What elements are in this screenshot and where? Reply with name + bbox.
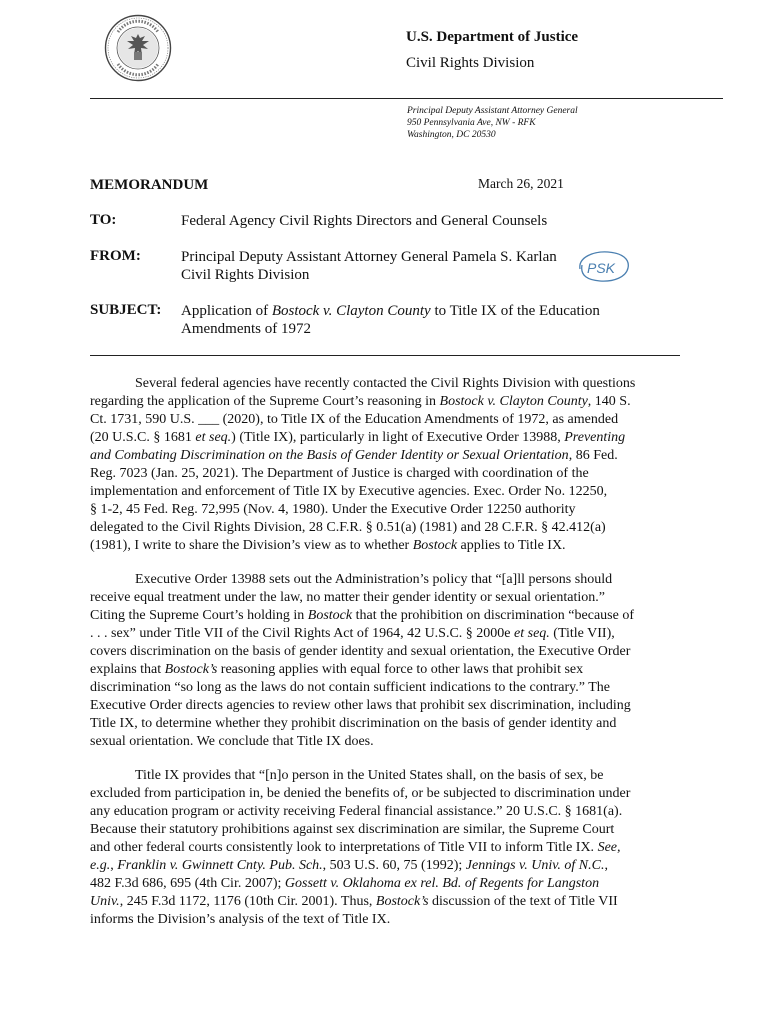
division-name: Civil Rights Division xyxy=(406,55,535,71)
paragraph-line: discrimination “so long as the laws do not contain sufficient indications to the contrary.” The xyxy=(90,680,610,695)
subject-line: Amendments of 1972 xyxy=(181,321,311,337)
office-address xyxy=(407,105,578,141)
paragraph-line: Several federal agencies have recently contacted the Civil Rights Division with questions xyxy=(135,376,636,391)
initials-text: PSK xyxy=(587,260,616,276)
department-name: U.S. Department of Justice xyxy=(406,29,579,45)
paragraph-line: covers discrimination on the basis of gender identity and sexual orientation, the Executive Order xyxy=(90,644,631,659)
paragraph-line: Executive Order directs agencies to review other laws that prohibit sex discrimination, including xyxy=(90,698,631,713)
paragraph-line: regarding the application of the Supreme Court’s reasoning in Bostock v. Clayton County, 140 S. xyxy=(90,394,631,409)
letterhead-rule xyxy=(90,98,723,99)
paragraph-line: and other federal courts consistently look to interpretations of Title VII to inform Title IX. See, xyxy=(90,840,621,855)
paragraph-line: sexual orientation. We conclude that Title IX does. xyxy=(90,734,374,749)
paragraph-line: Ct. 1731, 590 U.S. ___ (2020), to Title IX of the Education Amendments of 1972, as amended xyxy=(90,412,619,427)
paragraph-line: any education program or activity receiving Federal financial assistance.” 20 U.S.C. § 1681(a). xyxy=(90,804,623,819)
from-line: Civil Rights Division xyxy=(181,267,310,283)
to-recipients: Federal Agency Civil Rights Directors and General Counsels xyxy=(181,213,548,229)
to-value xyxy=(181,212,547,230)
paragraph-line: explains that Bostock’s reasoning applies with equal force to other laws that prohibit sex xyxy=(90,662,584,677)
address-line: Principal Deputy Assistant Attorney General xyxy=(407,106,578,116)
doj-seal-icon xyxy=(104,14,172,82)
subject-value xyxy=(181,302,600,338)
paragraph-line: § 1-2, 45 Fed. Reg. 72,995 (Nov. 4, 1980). Under the Executive Order 12250 authority xyxy=(90,502,576,517)
subject-case: Bostock v. Clayton County xyxy=(271,303,431,319)
paragraph-line: Title IX provides that “[n]o person in the United States shall, on the basis of sex, be xyxy=(135,768,604,783)
paragraph-3 xyxy=(90,767,680,929)
from-value xyxy=(181,248,557,284)
paragraph-line: and Combating Discrimination on the Basis of Gender Identity or Sexual Orientation, 86 Fed. xyxy=(90,448,618,463)
handwritten-initials xyxy=(574,249,632,285)
paragraph-line: Executive Order 13988 sets out the Administration’s policy that “[a]ll persons should xyxy=(135,572,613,587)
paragraph-line: . . . sex” under Title VII of the Civil Rights Act of 1964, 42 U.S.C. § 2000e et seq. (Title VII), xyxy=(90,626,615,641)
subject-post: to Title IX of the Education xyxy=(430,303,600,319)
paragraph-line: Univ., 245 F.3d 1172, 1176 (10th Cir. 2001). Thus, Bostock’s discussion of the text of Title VII xyxy=(90,894,618,909)
paragraph-line: Because their statutory prohibitions against sex discrimination are similar, the Supreme Court xyxy=(90,822,615,837)
paragraph-line: e.g., Franklin v. Gwinnett Cnty. Pub. Sch., 503 U.S. 60, 75 (1992); Jennings v. Univ. of N.C., xyxy=(90,858,608,873)
address-line: 950 Pennsylvania Ave, NW - RFK xyxy=(407,118,536,128)
paragraph-line: implementation and enforcement of Title IX by Executive agencies. Exec. Order No. 12250, xyxy=(90,484,608,499)
paragraph-line: Reg. 7023 (Jan. 25, 2021). The Department of Justice is charged with coordination of the xyxy=(90,466,589,481)
paragraph-line: excluded from participation in, be denied the benefits of, or be subjected to discrimination under xyxy=(90,786,631,801)
subject-label: SUBJECT: xyxy=(90,302,162,318)
paragraph-line: Citing the Supreme Court’s holding in Bostock that the prohibition on discrimination “because of xyxy=(90,608,634,623)
subject-pre: Application of xyxy=(181,303,272,319)
paragraph-line: receive equal treatment under the law, no matter their gender identity or sexual orientation.” xyxy=(90,590,605,605)
to-label: TO: xyxy=(90,212,117,228)
memo-date: March 26, 2021 xyxy=(478,176,564,191)
paragraph-line: 482 F.3d 686, 695 (4th Cir. 2007); Gossett v. Oklahoma ex rel. Bd. of Regents for Langston xyxy=(90,876,600,891)
address-line: Washington, DC 20530 xyxy=(407,130,496,140)
paragraph-line: (1981), I write to share the Division’s view as to whether Bostock applies to Title IX. xyxy=(90,538,566,553)
header-divider xyxy=(90,355,680,356)
paragraph-line: informs the Division’s analysis of the text of Title IX. xyxy=(90,912,391,927)
paragraph-line: (20 U.S.C. § 1681 et seq.) (Title IX), particularly in light of Executive Order 13988, Preventing xyxy=(90,430,626,445)
memo-heading: MEMORANDUM xyxy=(90,177,209,193)
paragraph-1 xyxy=(90,375,680,555)
from-line: Principal Deputy Assistant Attorney General Pamela S. Karlan xyxy=(181,249,557,265)
paragraph-line: Title IX, to determine whether they prohibit discrimination on the basis of gender identity and xyxy=(90,716,617,731)
subject-line xyxy=(181,302,600,320)
paragraph-2 xyxy=(90,571,680,751)
paragraph-line: delegated to the Civil Rights Division, 28 C.F.R. § 0.51(a) (1981) and 28 C.F.R. § 42.412(a) xyxy=(90,520,606,535)
from-label: FROM: xyxy=(90,248,141,264)
